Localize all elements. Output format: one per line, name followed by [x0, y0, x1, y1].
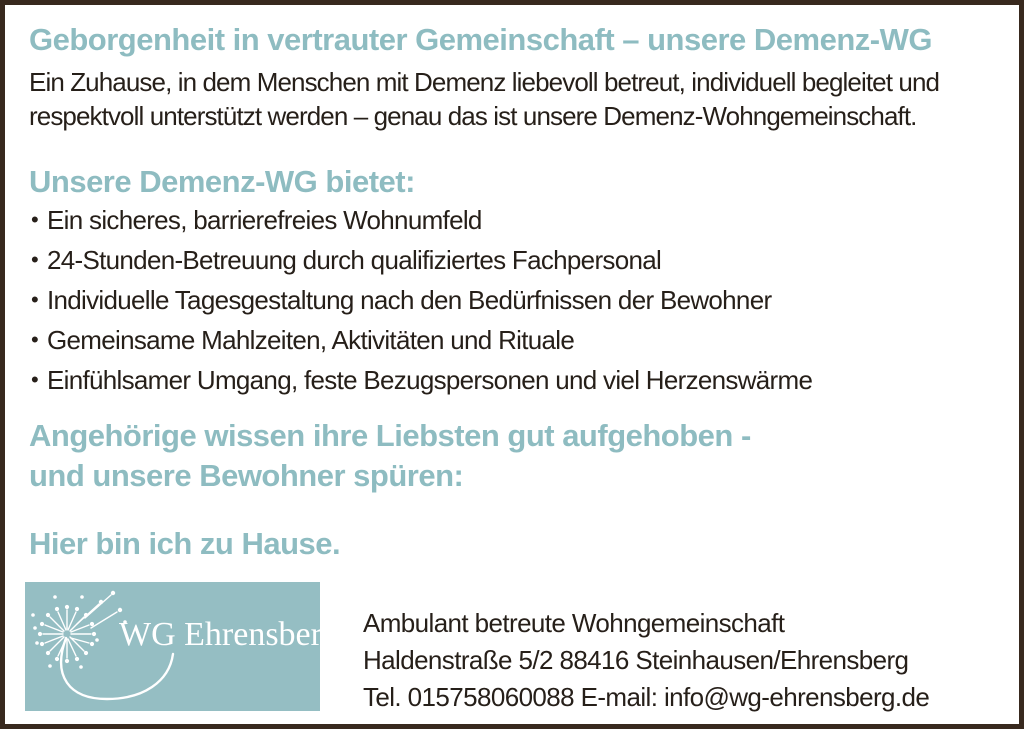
company-logo: [25, 582, 339, 711]
footer: [25, 582, 929, 716]
intro-line: Ein Zuhause, in dem Menschen mit Demenz liebevoll betreut, individuell begleitet und: [29, 67, 940, 97]
closing-line: und unsere Bewohner spüren:: [29, 458, 464, 493]
closing-heading: [29, 416, 751, 496]
intro-line: respektvoll unterstützt werden – genau das ist unsere Demenz-Wohngemeinschaft.: [29, 101, 917, 131]
contact-line-phone-email: Tel. 015758060088 E-mail: info@wg-ehrensberg.de: [363, 682, 930, 712]
bullet-icon: •: [31, 367, 39, 392]
contact-line-organization: Ambulant betreute Wohngemeinschaft: [363, 608, 785, 638]
bullet-icon: •: [31, 207, 39, 232]
list-item: [31, 321, 812, 361]
offers-title: Unsere Demenz-WG bietet:: [29, 164, 415, 199]
list-item: [31, 201, 812, 241]
closing-line: Angehörige wissen ihre Liebsten gut aufgehoben -: [29, 418, 751, 453]
list-item-label: 24-Stunden-Betreuung durch qualifiziertes Fachpersonal: [47, 245, 662, 275]
intro-paragraph: [29, 65, 939, 133]
list-item: [31, 281, 812, 321]
bullet-icon: •: [31, 287, 39, 312]
bullet-icon: •: [31, 247, 39, 272]
logo-wordmark: WG Ehrensberg: [119, 616, 339, 653]
offers-list: [31, 201, 812, 401]
contact-info: [363, 582, 929, 716]
tagline: Hier bin ich zu Hause.: [29, 526, 341, 561]
list-item-label: Einfühlsamer Umgang, feste Bezugspersonen und viel Herzenswärme: [47, 365, 813, 395]
list-item: [31, 361, 812, 401]
list-item-label: Ein sicheres, barrierefreies Wohnumfeld: [47, 205, 482, 235]
list-item: [31, 241, 812, 281]
list-item-label: Individuelle Tagesgestaltung nach den Bedürfnissen der Bewohner: [47, 285, 772, 315]
bullet-icon: •: [31, 327, 39, 352]
main-title: Geborgenheit in vertrauter Gemeinschaft – unsere Demenz-WG: [29, 22, 932, 57]
contact-line-address: Haldenstraße 5/2 88416 Steinhausen/Ehrensberg: [363, 645, 909, 675]
list-item-label: Gemeinsame Mahlzeiten, Aktivitäten und Rituale: [47, 325, 575, 355]
